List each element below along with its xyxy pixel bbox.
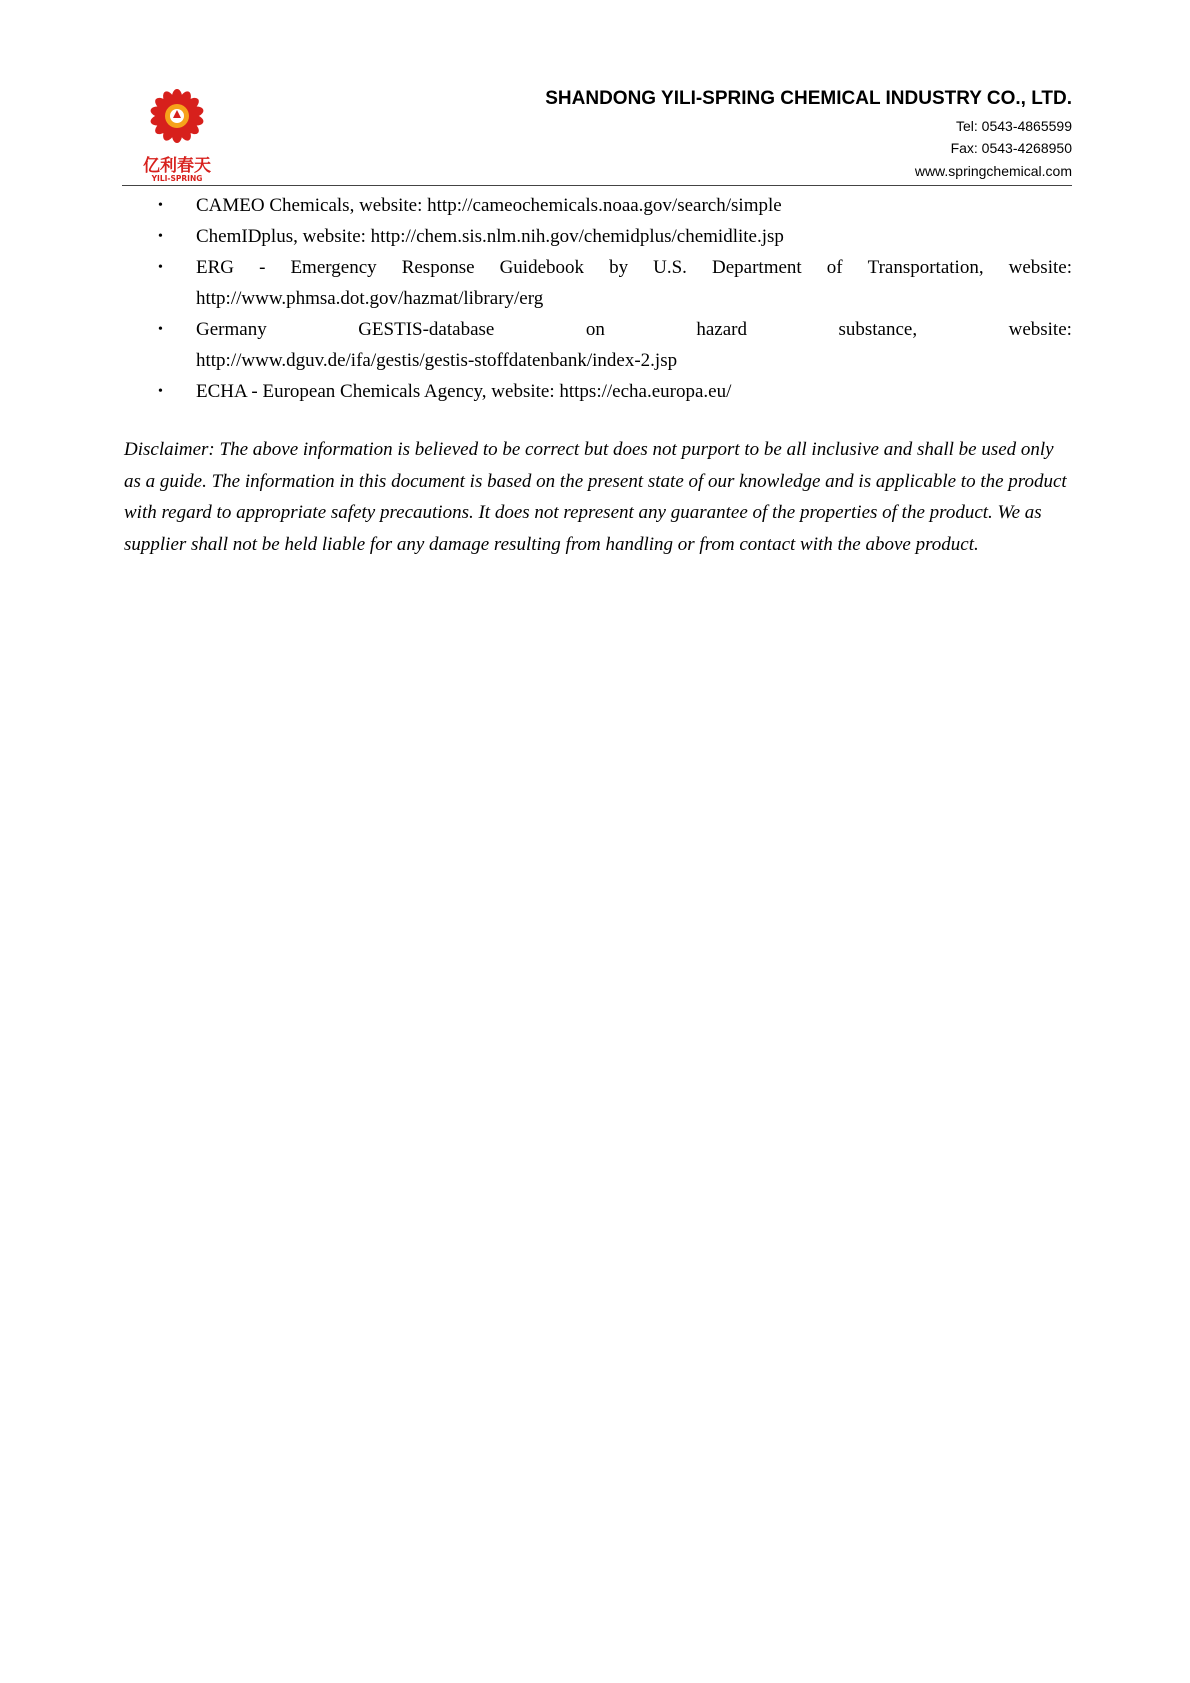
bullet-icon: • (158, 229, 163, 244)
reference-item-cameo (158, 190, 1072, 221)
reference-word: GESTIS-database (358, 319, 495, 340)
company-name: SHANDONG YILI-SPRING CHEMICAL INDUSTRY CO., LTD. (545, 88, 1072, 109)
reference-word: Transportation, (867, 257, 984, 278)
company-fax: Fax: 0543-4268950 (950, 140, 1072, 156)
reference-word: - (259, 257, 266, 278)
reference-url[interactable]: http://www.dguv.de/ifa/gestis/gestis-stoffdatenbank/index-2.jsp (196, 350, 678, 371)
page-header (122, 78, 1072, 186)
reference-word: Response (401, 257, 475, 278)
reference-word: of (826, 257, 843, 278)
reference-word: ERG (196, 257, 234, 278)
reference-url[interactable]: http://www.phmsa.dot.gov/hazmat/library/erg (196, 288, 544, 309)
reference-item-chemidplus (158, 221, 1072, 252)
reference-word: Guidebook (499, 257, 585, 278)
reference-word: by (609, 257, 629, 278)
reference-text[interactable]: ECHA - European Chemicals Agency, website: https://echa.europa.eu/ (196, 381, 732, 402)
reference-word: website: (1008, 319, 1072, 340)
reference-item-echa (158, 376, 1072, 407)
company-website[interactable]: www.springchemical.com (914, 163, 1072, 179)
reference-word: Emergency (290, 257, 377, 278)
bullet-icon: • (158, 198, 163, 213)
reference-item-gestis (158, 314, 1072, 376)
logo-english-name: YILI-SPRING (151, 174, 203, 183)
reference-justified-line (196, 314, 1072, 345)
reference-list (158, 190, 1072, 407)
reference-word: hazard (696, 319, 747, 340)
sunflower-logo-icon (137, 84, 217, 184)
reference-word: substance, (838, 319, 918, 340)
reference-word: Department (712, 257, 802, 278)
bullet-icon: • (158, 384, 163, 399)
logo-chinese-name: 亿利春天 (143, 156, 211, 176)
reference-justified-line (196, 252, 1072, 283)
reference-text[interactable]: ChemIDplus, website: http://chem.sis.nlm.nih.gov/chemidplus/chemidlite.jsp (196, 226, 784, 247)
reference-word: Germany (196, 319, 267, 340)
reference-text[interactable]: CAMEO Chemicals, website: http://cameochemicals.noaa.gov/search/simple (196, 195, 782, 216)
reference-word: on (585, 319, 605, 340)
reference-word: website: (1008, 257, 1072, 278)
bullet-icon: • (158, 322, 163, 337)
company-tel: Tel: 0543-4865599 (956, 118, 1072, 134)
header-divider (122, 185, 1072, 186)
reference-word: U.S. (653, 257, 687, 278)
disclaimer-text: Disclaimer: The above information is believed to be correct but does not purport to be all inclusive and shall be used only as a guide. The information in this document is based on the present state of our knowledge and is applicable to the product with regard to appropriate safety precautions. It does not represent any guarantee of the properties of the product. We as supplier shall not be held liable for any damage resulting from handling or from contact with the above product. (124, 439, 1067, 555)
bullet-icon: • (158, 260, 163, 275)
reference-item-erg (158, 252, 1072, 314)
